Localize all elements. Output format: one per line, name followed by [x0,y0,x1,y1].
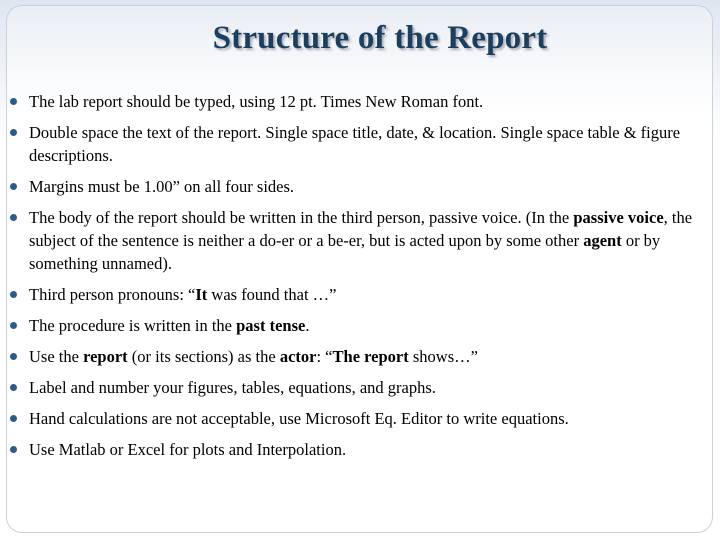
bullet-dot-icon [10,353,17,360]
text-run: was found that …” [207,285,337,304]
text-run: The body of the report should be written in the third person, passive voice. (In the [29,208,574,227]
emphasis: past tense [236,316,306,335]
text-run: , the subject of the sentence is neither a do-er or a be-er, but is acted upon by some other [29,208,693,250]
bullet-text [29,208,692,273]
bullet-item [10,345,702,368]
bullet-dot-icon [10,446,17,453]
emphasis: It [195,285,208,304]
bullet-text: Margins must be 1.00” on all four sides. [29,177,295,196]
bullet-dot-icon [10,384,17,391]
bullet-item [10,283,702,306]
emphasis: agent [583,231,622,250]
bullet-text [29,316,309,335]
bullet-dot-icon [10,129,17,136]
text-run: or by something unnamed). [29,231,661,273]
bullet-text [29,347,478,366]
bullet-text: Use Matlab or Excel for plots and Interpolation. [29,440,347,459]
emphasis: actor [279,347,317,366]
emphasis: passive voice [573,208,664,227]
bullet-item [10,90,702,113]
bullet-dot-icon [10,183,17,190]
bullet-item [10,121,702,167]
bullet-dot-icon [10,291,17,298]
bullet-item [10,376,702,399]
slide-title: Structure of the Report [212,20,548,56]
text-run: The procedure is written in the [29,316,237,335]
text-run: shows…” [408,347,478,366]
bullet-list [10,90,702,469]
bullet-dot-icon [10,214,17,221]
bullet-item [10,206,702,275]
text-run: (or its sections) as the [127,347,280,366]
bullet-item [10,407,702,430]
bullet-text: The lab report should be typed, using 12 pt. Times New Roman font. [29,92,484,111]
text-run: : “ [316,347,333,366]
text-run: . [305,316,310,335]
bullet-text: Hand calculations are not acceptable, use Microsoft Eq. Editor to write equations. [29,409,569,428]
bullet-dot-icon [10,98,17,105]
bullet-dot-icon [10,415,17,422]
bullet-text: Double space the text of the report. Single space title, date, & location. Single space table & figure descriptions. [29,123,681,165]
bullet-text [29,285,337,304]
emphasis: report [83,347,128,366]
bullet-item [10,175,702,198]
text-run: Third person pronouns: “ [29,285,196,304]
bullet-dot-icon [10,322,17,329]
bullet-item [10,438,702,461]
emphasis: The report [332,347,409,366]
text-run: Use the [29,347,84,366]
bullet-text: Label and number your figures, tables, equations, and graphs. [29,378,436,397]
bullet-item [10,314,702,337]
